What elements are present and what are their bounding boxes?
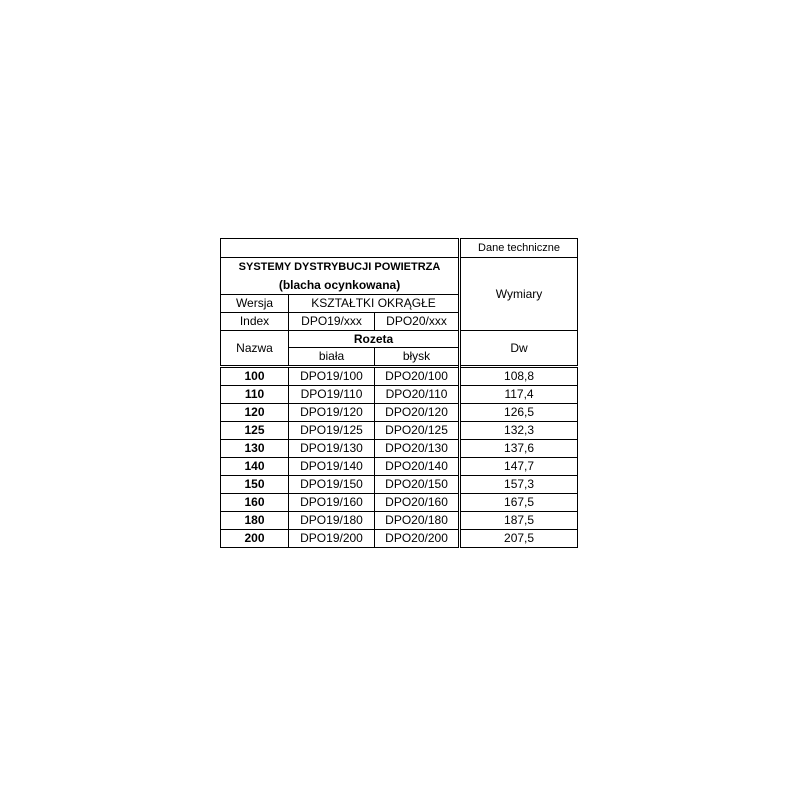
row-dw-cell: 126,5: [460, 404, 578, 422]
table-row: [221, 386, 578, 404]
row-dw-cell: 147,7: [460, 458, 578, 476]
dimensions-header: Wymiary: [460, 258, 578, 331]
version-value: KSZTAŁTKI OKRĄGŁE: [289, 295, 460, 313]
table-row: [221, 512, 578, 530]
row-col2-cell: DPO20/180: [375, 512, 460, 530]
index-label: Index: [221, 313, 289, 331]
row-dw-cell: 207,5: [460, 530, 578, 548]
table-row: [221, 367, 578, 386]
row-col1-cell: DPO19/100: [289, 367, 375, 386]
row-name-cell: 150: [221, 476, 289, 494]
table-row: [221, 476, 578, 494]
row-dw-cell: 117,4: [460, 386, 578, 404]
row-name-cell: 130: [221, 440, 289, 458]
row-dw-cell: 167,5: [460, 494, 578, 512]
row-dw-cell: 137,6: [460, 440, 578, 458]
table-row: [221, 440, 578, 458]
header-row-top: [221, 239, 578, 258]
row-name-cell: 180: [221, 512, 289, 530]
row-col1-cell: DPO19/110: [289, 386, 375, 404]
row-col2-cell: DPO20/200: [375, 530, 460, 548]
row-col2-cell: DPO20/120: [375, 404, 460, 422]
index-col2: DPO20/xxx: [375, 313, 460, 331]
system-title: [221, 258, 460, 295]
row-name-cell: 100: [221, 367, 289, 386]
row-name-cell: 120: [221, 404, 289, 422]
index-col1: DPO19/xxx: [289, 313, 375, 331]
row-name-cell: 200: [221, 530, 289, 548]
row-col2-cell: DPO20/140: [375, 458, 460, 476]
rozeta-label: Rozeta: [289, 331, 460, 348]
row-name-cell: 110: [221, 386, 289, 404]
col2-label: błysk: [375, 348, 460, 367]
version-label: Wersja: [221, 295, 289, 313]
row-col1-cell: DPO19/120: [289, 404, 375, 422]
row-col1-cell: DPO19/150: [289, 476, 375, 494]
spec-table: [220, 238, 578, 548]
row-col1-cell: DPO19/180: [289, 512, 375, 530]
row-dw-cell: 157,3: [460, 476, 578, 494]
table-row: [221, 530, 578, 548]
name-label: Nazwa: [221, 331, 289, 367]
row-col1-cell: DPO19/160: [289, 494, 375, 512]
dw-label: Dw: [460, 331, 578, 367]
rozeta-row: [221, 331, 578, 348]
row-col2-cell: DPO20/110: [375, 386, 460, 404]
technical-data-header: Dane techniczne: [460, 239, 578, 258]
row-col2-cell: DPO20/150: [375, 476, 460, 494]
row-dw-cell: 132,3: [460, 422, 578, 440]
row-col2-cell: DPO20/125: [375, 422, 460, 440]
system-title-line1: SYSTEMY DYSTRYBUCJI POWIETRZA: [238, 261, 441, 273]
row-col1-cell: DPO19/200: [289, 530, 375, 548]
row-col2-cell: DPO20/160: [375, 494, 460, 512]
row-col1-cell: DPO19/130: [289, 440, 375, 458]
col1-label: biała: [289, 348, 375, 367]
row-dw-cell: 187,5: [460, 512, 578, 530]
row-col1-cell: DPO19/140: [289, 458, 375, 476]
row-col1-cell: DPO19/125: [289, 422, 375, 440]
table-row: [221, 458, 578, 476]
system-title-line2: (blacha ocynkowana): [278, 278, 401, 292]
row-name-cell: 125: [221, 422, 289, 440]
row-dw-cell: 108,8: [460, 367, 578, 386]
table-row: [221, 404, 578, 422]
blank-header-cell: [221, 239, 460, 258]
table-row: [221, 422, 578, 440]
row-name-cell: 140: [221, 458, 289, 476]
row-col2-cell: DPO20/130: [375, 440, 460, 458]
row-col2-cell: DPO20/100: [375, 367, 460, 386]
table-row: [221, 494, 578, 512]
row-name-cell: 160: [221, 494, 289, 512]
